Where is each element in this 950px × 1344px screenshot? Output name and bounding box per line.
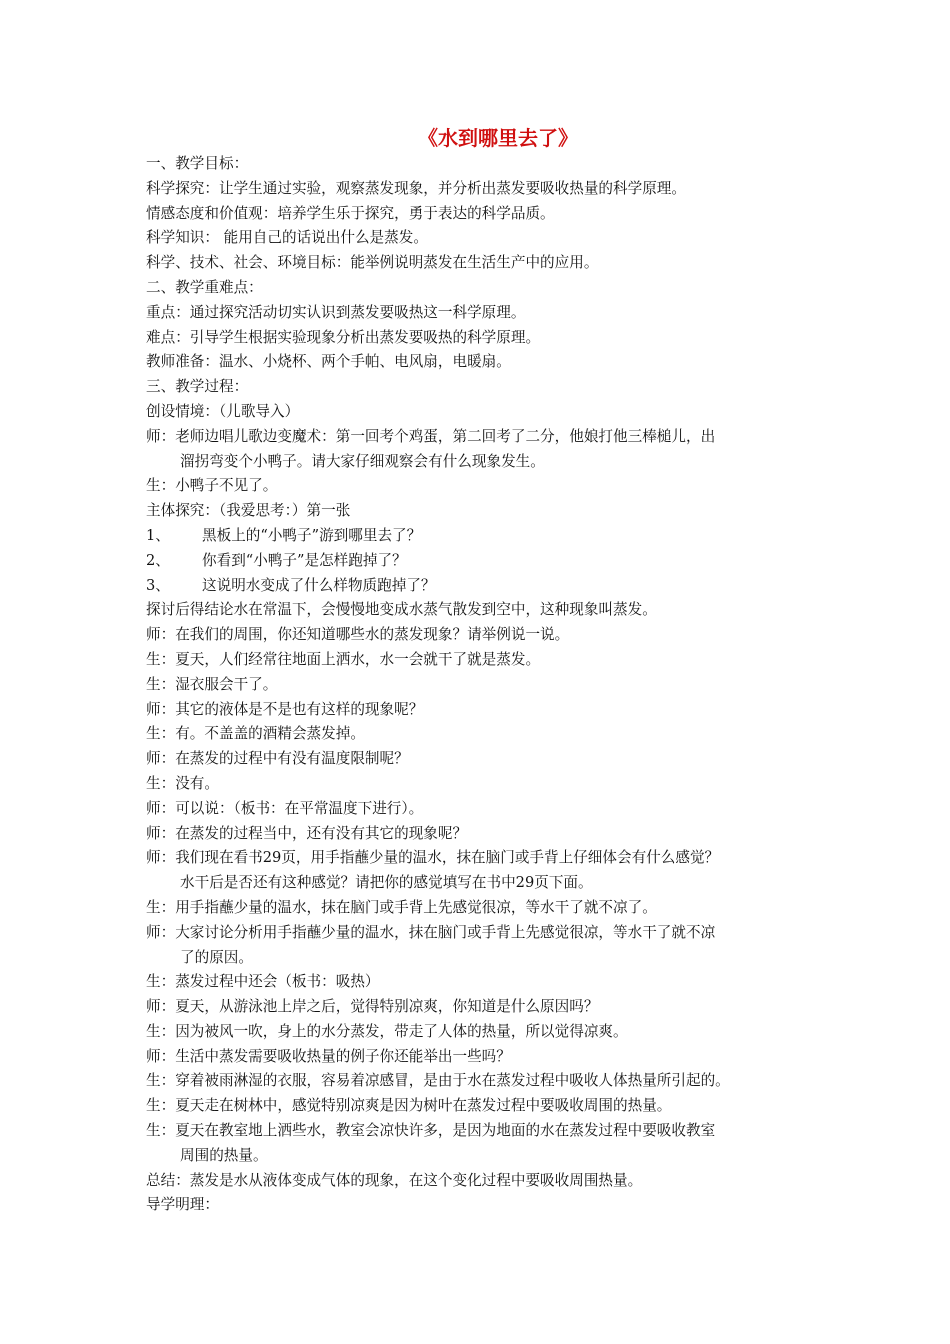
document-body <box>146 152 850 1218</box>
text-line: 师：老师边唱儿歌边变魔术：第一回考个鸡蛋，第二回考了二分，他娘打他三棒槌儿，出 <box>146 427 716 445</box>
text-line: 教师准备：温水、小烧杯、两个手帕、电风扇，电暖扇。 <box>146 353 511 371</box>
text-line: 生：蒸发过程中还会（板书：吸热） <box>146 973 380 991</box>
text-line: 生：夏天，人们经常往地面上洒水，水一会就干了就是蒸发。 <box>146 650 541 668</box>
text-line-continuation: 了的原因。 <box>180 948 253 966</box>
numbered-item-3 <box>146 574 850 599</box>
text-line: 生：有。不盖盖的酒精会蒸发掉。 <box>146 725 365 743</box>
item-number: 1、 <box>146 526 170 544</box>
text-line: 难点：引导学生根据实验现象分析出蒸发要吸热的科学原理。 <box>146 328 541 346</box>
section-heading-process: 三、教学过程： <box>146 378 249 396</box>
text-line-continuation: 溜拐弯变个小鸭子。请大家仔细观察会有什么现象发生。 <box>180 452 545 470</box>
text-line-continuation: 周围的热量。 <box>180 1146 268 1164</box>
text-line: 创设情境：（儿歌导入） <box>146 402 300 420</box>
text-line: 师：在蒸发的过程当中，还有没有其它的现象呢？ <box>146 824 468 842</box>
text-line: 生：因为被风一吹，身上的水分蒸发，带走了人体的热量，所以觉得凉爽。 <box>146 1022 628 1040</box>
text-line: 生：没有。 <box>146 774 219 792</box>
text-line: 师：夏天，从游泳池上岸之后，觉得特别凉爽，你知道是什么原因吗？ <box>146 998 599 1016</box>
text-line: 师：可以说：（板书：在平常温度下进行）。 <box>146 799 424 817</box>
text-line: 师：其它的液体是不是也有这样的现象呢？ <box>146 700 424 718</box>
numbered-item-1 <box>146 524 850 549</box>
item-text: 你看到“小鸭子”是怎样跑掉了？ <box>202 551 407 569</box>
text-line: 情感态度和价值观：培养学生乐于探究，勇于表达的科学品质。 <box>146 204 555 222</box>
text-line: 科学探究：让学生通过实验，观察蒸发现象，并分析出蒸发要吸收热量的科学原理。 <box>146 179 686 197</box>
text-line: 师：在我们的周围，你还知道哪些水的蒸发现象？请举例说一说。 <box>146 626 570 644</box>
text-line: 师：在蒸发的过程中有没有温度限制呢？ <box>146 750 409 768</box>
text-line: 生：夏天走在树林中，感觉特别凉爽是因为树叶在蒸发过程中要吸收周围的热量。 <box>146 1097 672 1115</box>
item-number: 3、 <box>146 576 170 594</box>
text-line: 生：小鸭子不见了。 <box>146 477 278 495</box>
item-text: 这说明水变成了什么样物质跑掉了？ <box>202 576 436 594</box>
document-title: 《水到哪里去了》 <box>418 126 578 150</box>
section-heading-key-points: 二、教学重难点： <box>146 278 263 296</box>
text-line: 科学知识： 能用自己的话说出什么是蒸发。 <box>146 229 428 247</box>
item-text: 黑板上的“小鸭子”游到哪里去了？ <box>202 526 422 544</box>
text-line: 师：我们现在看书29页，用手指蘸少量的温水，抹在脑门或手背上仔细体会有什么感觉？ <box>146 849 720 867</box>
text-line: 师：生活中蒸发需要吸收热量的例子你还能举出一些吗？ <box>146 1047 511 1065</box>
text-line: 生：夏天在教室地上洒些水，教室会凉快许多，是因为地面的水在蒸发过程中要吸收教室 <box>146 1122 716 1140</box>
text-line: 师：大家讨论分析用手指蘸少量的温水，抹在脑门或手背上先感觉很凉，等水干了就不凉 <box>146 923 716 941</box>
text-line: 重点：通过探究活动切实认识到蒸发要吸热这一科学原理。 <box>146 303 526 321</box>
item-number: 2、 <box>146 551 170 569</box>
text-line: 导学明理： <box>146 1196 219 1214</box>
text-line-continuation: 水干后是否还有这种感觉？请把你的感觉填写在书中29页下面。 <box>180 874 593 892</box>
text-line: 科学、技术、社会、环境目标：能举例说明蒸发在生活生产中的应用。 <box>146 254 599 272</box>
text-line: 生：用手指蘸少量的温水，抹在脑门或手背上先感觉很凉，等水干了就不凉了。 <box>146 898 657 916</box>
text-line: 生：湿衣服会干了。 <box>146 675 278 693</box>
numbered-item-2 <box>146 549 850 574</box>
text-line: 生：穿着被雨淋湿的衣服，容易着凉感冒，是由于水在蒸发过程中吸收人体热量所引起的。 <box>146 1072 730 1090</box>
text-line: 探讨后得结论水在常温下，会慢慢地变成水蒸气散发到空中，这种现象叫蒸发。 <box>146 601 657 619</box>
section-heading-objectives: 一、教学目标： <box>146 155 249 172</box>
text-line: 总结：蒸发是水从液体变成气体的现象，在这个变化过程中要吸收周围热量。 <box>146 1171 643 1189</box>
text-line: 主体探究：（我爱思考：）第一张 <box>146 502 351 520</box>
